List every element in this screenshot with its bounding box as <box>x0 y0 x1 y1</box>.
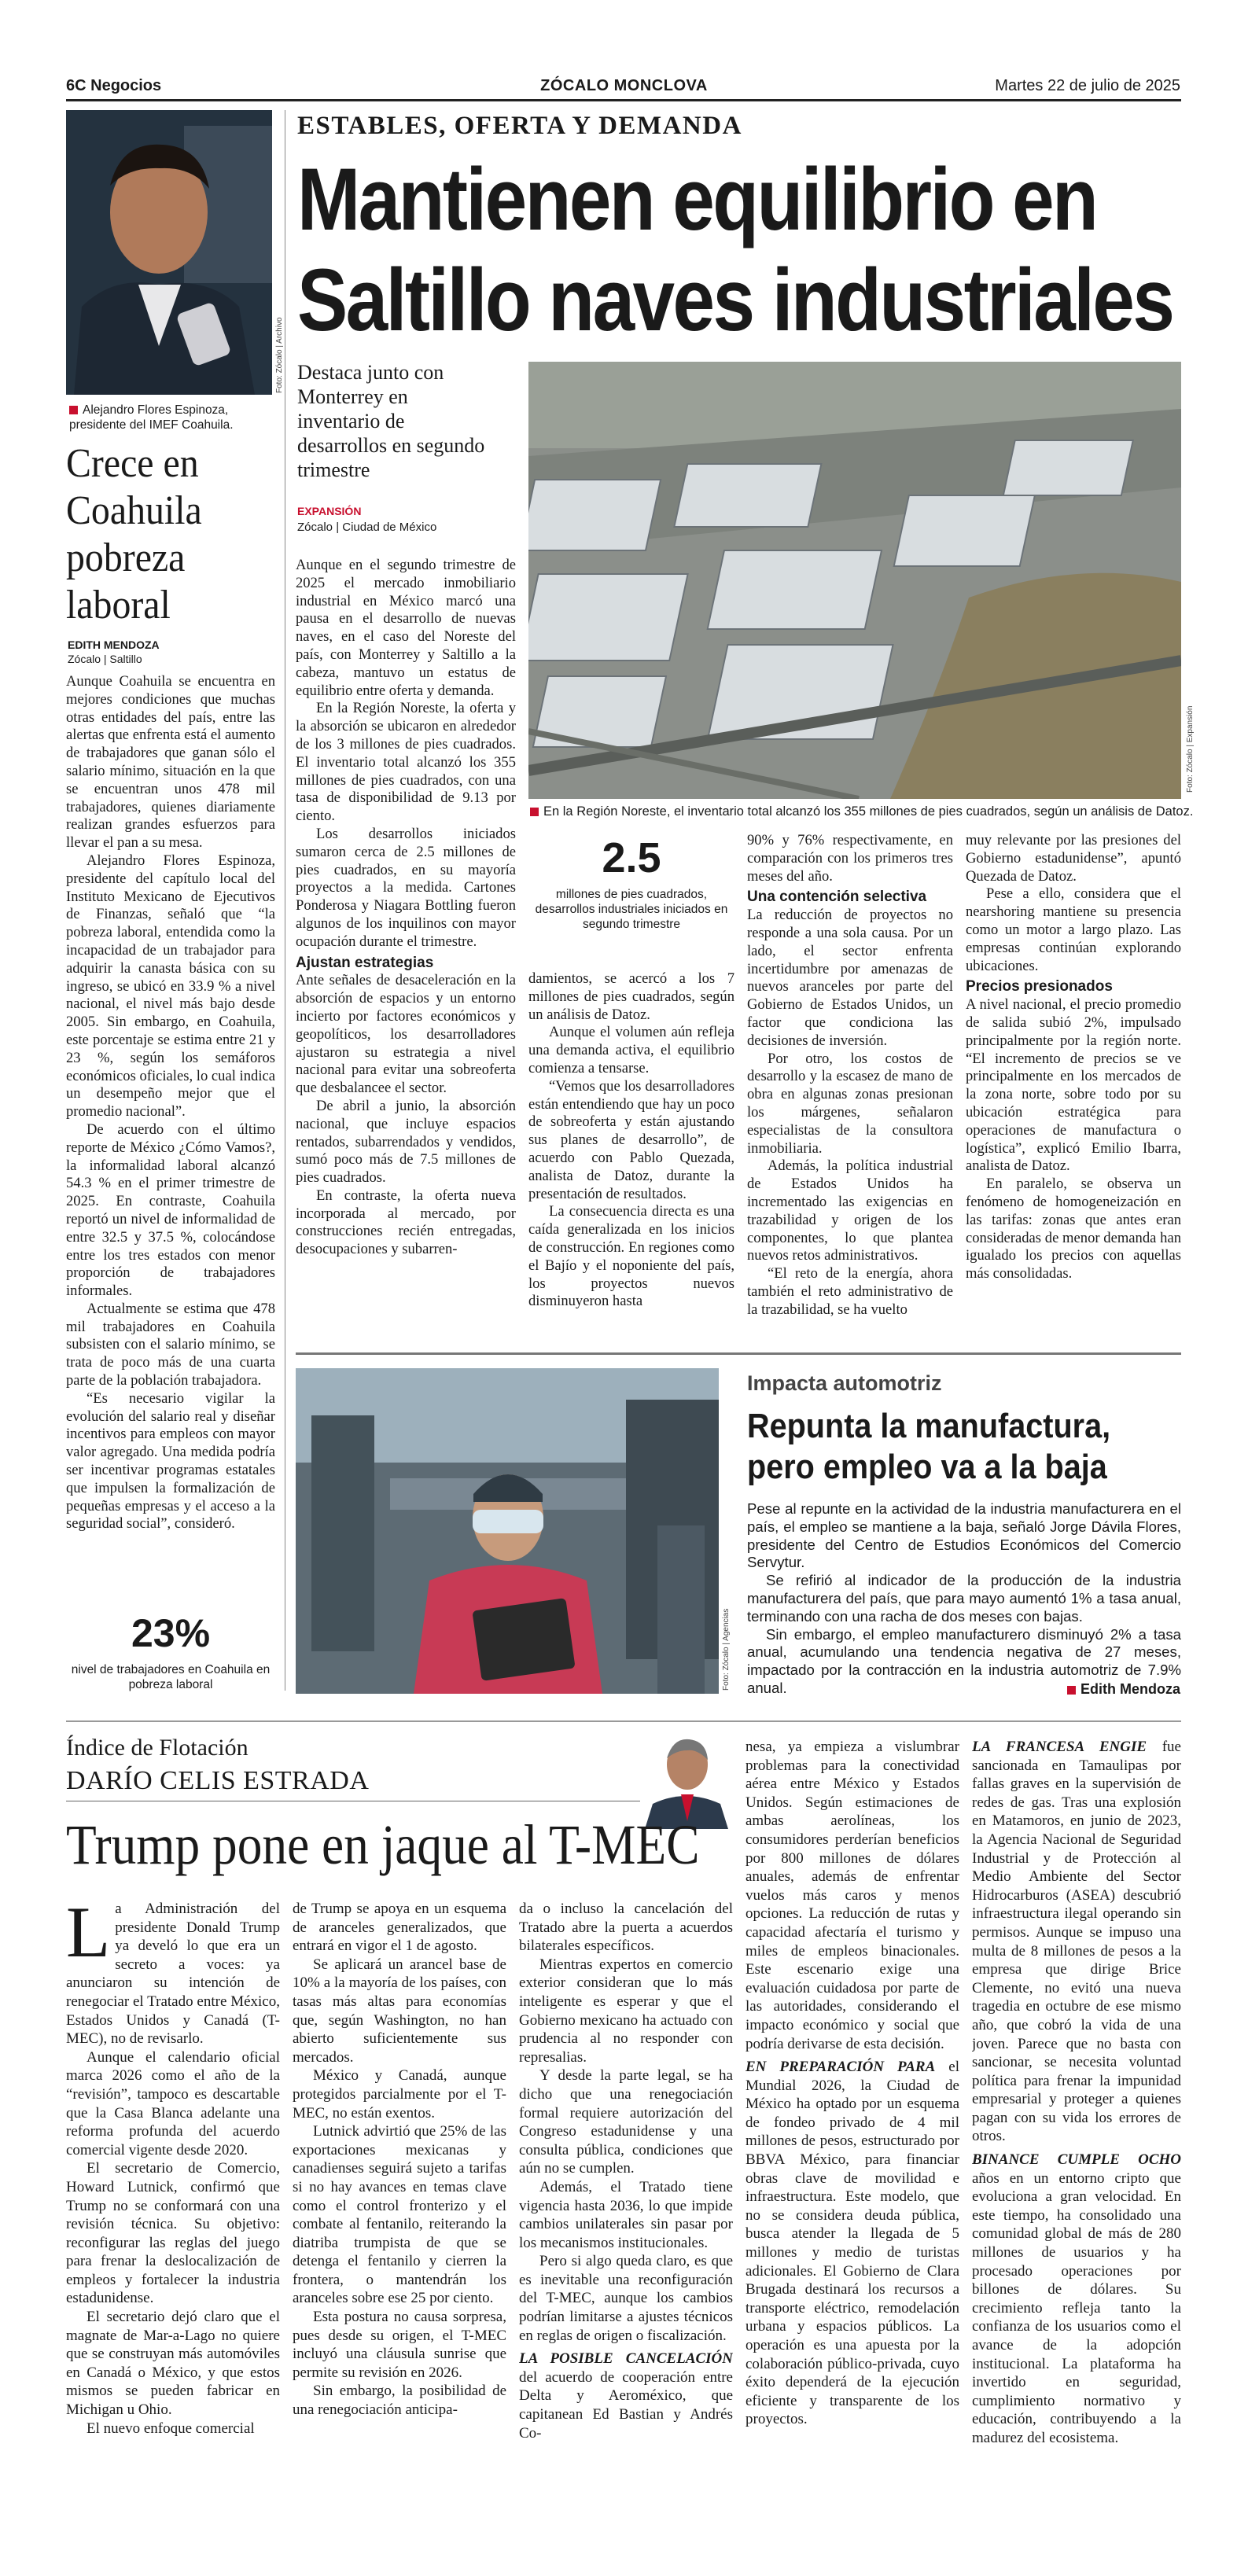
column-section: Índice de Flotación <box>66 1735 248 1761</box>
side-paragraph: Aunque Coahuila se encuentra en mejores condiciones que muchas otras entidades del país, entre las alertas que enfrenta está el aumento de trabajadores que ganan sólo el salario mínimo, situación en la que se encuentran unos 478 mil trabajadores, quienes diariamente realizan grandes esfuerzos para llevar el pan a su mesa. <box>66 673 275 852</box>
main-subhead: Una contención selectiva <box>747 889 927 906</box>
column-paragraph: da o incluso la cancelación del Tratado abre la puerta a acuerdos bilaterales específicos. <box>519 1901 733 1955</box>
manu-paragraph: Sin embargo, el empleo manufacturero disminuyó 2% a tasa anual, acumulando una tendencia negativa de 27 meses, impactado por la contracción en la industria automotriz de 7.9% anual. <box>747 1625 1181 1696</box>
side-paragraph: Actualmente se estima que 478 mil trabajadores en Coahuila subsisten con el salario mínimo, se trata de poco más de una cuarta parte de la población trabajadora. <box>66 1300 275 1389</box>
main-paragraph: En contraste, la oferta nueva incorporada al mercado, por construcciones recién entregadas, desocupaciones y subarren- <box>296 1187 516 1258</box>
column-item-text: del acuerdo de cooperación entre Delta y Aeroméxico, que capitanean Ed Bastian y Andrés Co- <box>519 2368 733 2442</box>
story-separator <box>296 1352 1181 1355</box>
main-paragraph: La consecuencia directa es una caída generalizada en los inicios de construcción. En regiones como el Bajío y el noponiente del país, los proyectos nuevos disminuyeron hasta <box>528 1203 734 1310</box>
main-body-col1 <box>296 557 516 1343</box>
column-headline: Trump pone en jaque al T-MEC <box>66 1813 700 1876</box>
main-paragraph: “El reto de la energía, ahora también el reto administrativo de la trazabilidad, se ha vuelto <box>747 1265 953 1318</box>
main-paragraph: 90% y 76% respectivamente, en comparación con los primeros tres meses del año. <box>747 832 953 885</box>
column-paragraph: Y desde la parte legal, se ha dicho que una renegociación formal requiere autorización del Congreso estadunidense y una consulta pública, condiciones que aún no se cumplen. <box>519 2067 733 2177</box>
column-paragraph: Se aplicará un arancel base de 10% a la mayoría de los países, con tasas más altas para economías que, según Washington, no han abierto suficientemente sus mercados. <box>293 1956 506 2066</box>
main-paragraph: Pese a ello, considera que el nearshoring mantiene su presencia como un motor a largo plazo. Las empresas continúan explorando ubicaciones. <box>966 885 1181 974</box>
side-headline: Crece en Coahuila pobreza laboral <box>66 441 202 627</box>
main-body-col3 <box>747 832 953 1343</box>
factory-credit: Foto: Zócalo | Agencias <box>722 1608 731 1691</box>
portrait-credit: Foto: Zócalo | Archivo <box>275 317 284 393</box>
column-body-col3 <box>519 1900 733 2529</box>
main-stat-number: 2.5 <box>602 834 661 881</box>
aerial-illustration <box>528 362 1181 799</box>
main-body-col4 <box>966 832 1181 1343</box>
main-deck: Destaca junto con Monterrey en inventario de desarrollos en segundo trimestre <box>297 361 485 481</box>
caption-marker-icon <box>530 808 539 816</box>
main-headline-2: Saltillo naves industriales <box>297 251 1173 349</box>
main-paragraph: Ante señales de desaceleración en la absorción de espacios y un entorno incierto por factores económicos y geopolíticos, los desarrolladores ajustaron su estrategia a nivel nacional para evitar una sobreoferta que desbalancee el sector. <box>296 972 516 1097</box>
main-body-col2 <box>528 970 734 1343</box>
side-stat-number: 23% <box>131 1611 211 1655</box>
column-paragraph: Mientras expertos en comercio exterior consideran que lo más inteligente es esperar y que el Gobierno mexicano ha actuado con prudencia al no responder con represalias. <box>519 1956 733 2066</box>
paper-name: ZÓCALO MONCLOVA <box>540 77 708 94</box>
main-subhead: Ajustan estrategias <box>296 954 434 971</box>
portrait-caption <box>69 403 275 432</box>
column-item-lead: EN PREPARACIÓN PARA <box>745 2059 936 2076</box>
column-body-col4 <box>745 1738 959 2529</box>
column-paragraph: El secretario de Comercio, Howard Lutnick, confirmó que Trump no se conformará con una revisión técnica. Su objetivo: reconfigurar las reglas del juego para frenar la deslocalización de empleos y fortalecer la industria estadunidense. <box>66 2160 280 2307</box>
side-stat-text: nivel de trabajadores en Coahuila en pobreza laboral <box>71 1663 271 1691</box>
column-paragraph: nesa, ya empieza a vislumbrar problemas para la conectividad aérea entre México y Estados Unidos. Según estimaciones de ambas aerolíneas, los consumidores perderían beneficios por 800 millones de dólares anuales, además de enfrentar vuelos más caros y menos opciones. La reducción de rutas y capacidad afectaría el turismo y miles de empleos binacionales. Este escenario exige una evaluación cuidadosa por parte de las autoridades, considerando el impacto económico y social que podría derivarse de esta decisión. <box>745 1739 959 2052</box>
column-item <box>972 1738 1181 2146</box>
main-paragraph: Aunque el volumen aún refleja una demanda activa, el equilibrio comienza a tensarse. <box>528 1024 734 1076</box>
aerial-caption-text: En la Región Noreste, el inventario total alcanzó los 355 millones de pies cuadrados, según un análisis de Datoz. <box>543 804 1194 819</box>
side-paragraph: De acuerdo con el último reporte de México ¿Cómo Vamos?, la informalidad laboral alcanzó 54.3 % en el primer trimestre de 2025. En contraste, Coahuila reportó un nivel de informalidad de entre 32.5 y 37.5 %, colocándose entre los tres estados con menor proporción de trabajadores informales. <box>66 1121 275 1300</box>
aerial-caption <box>530 804 1194 820</box>
manu-byline-text: Edith Mendoza <box>1080 1681 1180 1697</box>
main-paragraph: Aunque en el segundo trimestre de 2025 el mercado inmobiliario industrial en México marcó una pausa en el desarrollo de nuevas naves, en el caso del Noreste del país, con Monterrey y Saltillo a la cabeza, mantuvo un estatus de equilibrio entre oferta y demanda. <box>296 557 516 699</box>
column-paragraph: Aunque el calendario oficial marca 2026 como el año de la “revisión”, tampoco es descartable que la Casa Blanca adelante una reforma profunda del acuerdo comercial vigente desde 2020. <box>66 2048 280 2158</box>
factory-illustration <box>296 1368 719 1694</box>
main-kicker: ESTABLES, OFERTA Y DEMANDA <box>297 112 742 140</box>
column-body-col5 <box>972 1738 1181 2529</box>
column-item <box>745 2058 959 2429</box>
portrait-caption-text: Alejandro Flores Espinoza, presidente del IMEF Coahuila. <box>69 403 234 432</box>
side-byline-place: Zócalo | Saltillo <box>68 653 142 665</box>
main-paragraph: muy relevante por las presiones del Gobierno estadunidense”, apuntó Quezada de Datoz. <box>966 832 1181 885</box>
issue-date: Martes 22 de julio de 2025 <box>995 77 1180 94</box>
main-byline-place: Zócalo | Ciudad de México <box>297 521 437 534</box>
caption-marker-icon <box>69 406 78 414</box>
side-byline: EDITH MENDOZA <box>68 638 160 651</box>
column-paragraph: a Administración del presidente Donald Trump ya develó lo que era un secreto a voces: ya anunciaron su intención de renegociar el Tratado entre México, Estados Unidos y Canadá (T-MEC), no de revisarlo. <box>66 1901 280 2048</box>
column-paragraph: México y Canadá, aunque protegidos parcialmente por el T-MEC, no están exentos. <box>293 2067 506 2122</box>
portrait-illustration <box>66 110 272 395</box>
column-paragraph: Sin embargo, la posibilidad de una renegociación anticipa- <box>293 2383 506 2419</box>
column-paragraph: Además, el Tratado tiene vigencia hasta 2036, lo que impide cambios unilaterales sin pasar por los mecanismos institucionales. <box>519 2178 733 2251</box>
column-paragraph: Lutnick advirtió que 25% de las exportaciones mexicanas y canadienses seguirá sujeto a tarifas si no hay avances en temas clave como el control fronterizo y el combate al fentanilo, reiterando la diatriba trumpista de que se detenga el fentanilo y cierren la frontera, o mantendrán los aranceles sobre ese 25 por ciento. <box>293 2123 506 2307</box>
column-author: DARÍO CELIS ESTRADA <box>66 1766 370 1795</box>
main-paragraph: “Vemos que los desarrolladores están entendiendo que hay un poco de sobreoferta y están ajustando sus planes de desarrollo”, de acuerdo con Pablo Quezada, analista de Datoz, durante la presentación de resultados. <box>528 1077 734 1202</box>
main-headline-1: Mantienen equilibrio en <box>297 150 1097 248</box>
byline-marker-icon <box>1067 1686 1076 1695</box>
section-label: 6C Negocios <box>66 77 162 94</box>
main-paragraph: damientos, se acercó a los 7 millones de pies cuadrados, según un análisis de Datoz. <box>528 970 734 1023</box>
column-item-lead: LA FRANCESA ENGIE <box>972 1739 1147 1755</box>
main-paragraph: A nivel nacional, el precio promedio de salida subió 2%, impulsado principalmente por la región norte. “El incremento de precios se ve principalmente en los mercados de la zona norte, sobre todo por su ubicación estratégica para operaciones de manufactura o logística”, explicó Emilio Ibarra, analista de Datoz. <box>966 996 1181 1175</box>
column-body-col2 <box>293 1900 506 2529</box>
side-paragraph: Alejandro Flores Espinoza, presidente del capítulo local del Instituto Mexicano de Ejecutivos de Finanzas, señaló que “la pobreza laboral, entendida como la incapacidad de un trabajador para adquirir la canasta básica con su ingreso, se ubicó en 33.9 % a nivel nacional, el nivel más bajo desde 2005. Sin embargo, en Coahuila, este porcentaje se estima entre 21 y 23 %, según los semáforos económicos oficiales, lo cual indica un desempeño mejor que el promedio nacional”. <box>66 852 275 1121</box>
manu-paragraph: Pese al repunte en la actividad de la industria manufacturera en el país, el empleo se mantiene a la baja, señaló Jorge Dávila Flores, presidente del Centro de Estudios Económicos del Comercio Servytur. <box>747 1500 1181 1571</box>
manu-body <box>747 1500 1181 1698</box>
main-byline-org: EXPANSIÓN <box>297 505 362 517</box>
column-item <box>972 2151 1181 2448</box>
section-separator <box>66 1720 1181 1722</box>
dropcap: L <box>66 1900 111 1972</box>
industrial-aerial-photo <box>528 362 1181 799</box>
column-paragraph: Pero si algo queda claro, es que es inevitable una reconfiguración del T-MEC, aunque los cambios podrían limitarse a ajustes técnicos en reglas de origen o fiscalización. <box>519 2253 733 2344</box>
main-paragraph: Además, la política industrial de Estados Unidos ha incrementado las exigencias en trazabilidad y origen de los componentes, lo que plantea nuevos retos administrativos. <box>747 1157 953 1264</box>
main-paragraph: La reducción de proyectos no responde a una sola causa. Por un lado, el sector enfrenta incertidumbre por amenazas de nuevos aranceles por parte del Gobierno de Estados Unidos, un factor que condiciona las decisiones de inversión. <box>747 907 953 1049</box>
column-item-text: fue sancionada en Tamaulipas por fallas graves en la supervisión de redes de gas. Tras una explosión en Matamoros, en junio de 2023, la Agencia Nacional de Seguridad Industrial y de Protección al Medio Ambiente del Sector Hidrocarburos (ASEA) descubrió infraestructura ilegal operando sin permisos. Aunque se impuso una multa de 8 millones de pesos a la empresa que dirige Brice Clemente, no evitó una nueva tragedia en octubre de ese mismo año, que cobró la vida de una joven. Parece que no basta con sancionar, se necesita voluntad política para frenar la impunidad empresarial y proteger a quienes pagan con su vida los errores de otros. <box>972 1739 1181 2145</box>
main-paragraph: En la Región Noreste, la oferta y la absorción se ubicaron en alrededor de los 3 millones de pies cuadrados. El inventario total alcanzó los 355 millones de pies cuadrados, con una tasa de disponibilidad de 9.13 por ciento. <box>296 700 516 825</box>
manu-byline <box>1067 1681 1180 1698</box>
side-body <box>66 673 275 1579</box>
main-paragraph: Los desarrollos iniciados sumaron cerca de 2.5 millones de pies cuadrados, en su mayoría proyectos a la medida. Cartones Ponderosa y Niagara Bottling fueron algunos de los inquilinos con mayor ocupación durante el trimestre. <box>296 825 516 950</box>
column-item <box>519 2350 733 2442</box>
factory-worker-photo <box>296 1368 719 1694</box>
portrait-photo <box>66 110 272 395</box>
masthead-rule <box>66 99 1181 101</box>
column-item-text: años en un entorno cripto que evoluciona a gran velocidad. En este tiempo, ha consolidado una comunidad global de más de 280 millones de usuarios y ha procesado operaciones por billones de dólares. Su crecimiento refleja tanto la confianza de los usuarios como el avance de la adopción institucional. La plataforma ha invertido en seguridad, cumplimiento normativo y educación, contribuyendo a la madurez del ecosistema. <box>972 2169 1181 2446</box>
column-item-text: el Mundial 2026, la Ciudad de México ha optado por un esquema de fondeo privado de 4 mil millones de pesos, estructurado por BBVA México, para financiar obras clave de movilidad e infraestructura. Este modelo, que no se considera deuda pública, busca atender la llegada de 5 millones y medio de turistas adicionales. El Gobierno de Clara Brugada destinará los recursos a transporte eléctrico, remodelación urbana y espacios públicos. La operación es una apuesta por la colaboración público-privada, cuyo éxito dependerá de la ejecución eficiente y transparente de los proyectos. <box>745 2059 959 2428</box>
column-paragraph: de Trump se apoya en un esquema de aranceles generalizados, que entrará en vigor el 1 de agosto. <box>293 1901 506 1955</box>
main-paragraph: Por otro, los costos de desarrollo y la escasez de mano de obra en algunas zonas presionan los márgenes, señalaron especialistas de la consultora inmobiliaria. <box>747 1050 953 1157</box>
main-paragraph: De abril a junio, la absorción nacional, que incluye espacios rentados, subarrendados y vendidos, sumó poco más de 7.5 millones de pies cuadrados. <box>296 1097 516 1187</box>
column-body-col1 <box>66 1900 280 2529</box>
manu-kicker: Impacta automotriz <box>747 1371 942 1395</box>
column-item-lead: BINANCE CUMPLE OCHO <box>972 2151 1181 2169</box>
side-paragraph: “Es necesario vigilar la evolución del salario real y diseñar incentivos para empleos con mayor valor agregado. Una medida podría ser incentivar programas estatales que impulsen la formalización de pequeñas empresas y el acceso a la seguridad social”, consideró. <box>66 1389 275 1533</box>
column-paragraph: El secretario dejó claro que el magnate de Mar-a-Lago no quiere que se construyan más automóviles en Canadá o México, y que estos mismos se pueden fabricar en Michigan u Ohio. <box>66 2309 280 2419</box>
column-paragraph: El nuevo enfoque comercial <box>87 2420 255 2437</box>
column-paragraph: Esta postura no causa sorpresa, pues desde su origen, el T-MEC incluyó una cláusula sunrise que permite su revisión en 2026. <box>293 2309 506 2381</box>
main-stat-text: millones de pies cuadrados, desarrollos industriales iniciados en segundo trimestre <box>535 888 728 931</box>
aerial-credit: Foto: Zócalo | Expansión <box>1186 705 1195 793</box>
manu-paragraph: Se refirió al indicador de la producción de la industria manufacturera del país, que para mayo aumentó 1% a tasa anual, terminando con una racha de dos meses con bajas. <box>747 1572 1181 1625</box>
main-subhead: Precios presionados <box>966 978 1113 995</box>
manu-headline-1: Repunta la manufactura, <box>747 1407 1111 1445</box>
manu-headline-2: pero empleo va a la baja <box>747 1448 1107 1486</box>
column-item-lead: LA POSIBLE CANCELACIÓN <box>519 2350 733 2368</box>
main-paragraph: En paralelo, se observa un fenómeno de homogeneización en las tarifas: zonas que antes eran consideradas de menor demanda han igualado los precios con aquellas más consolidadas. <box>966 1176 1181 1282</box>
